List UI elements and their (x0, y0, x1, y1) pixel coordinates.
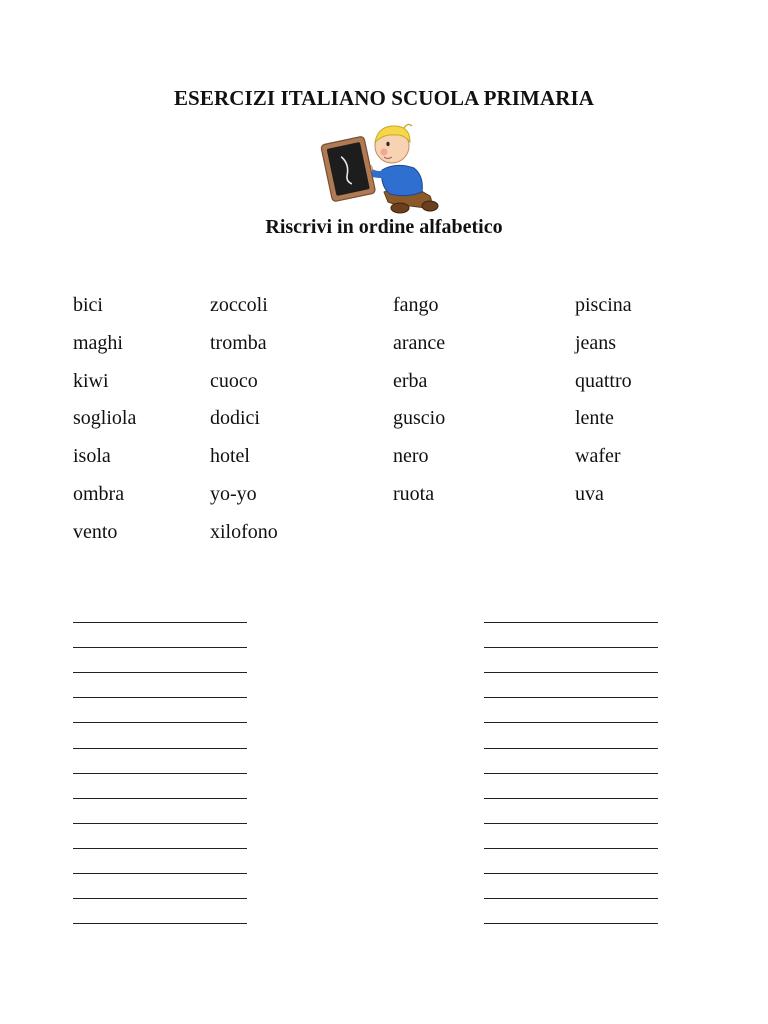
word-column-1 (73, 292, 136, 557)
answer-line[interactable] (73, 899, 247, 924)
answer-line[interactable] (484, 824, 658, 849)
answer-line[interactable] (73, 723, 247, 748)
answer-line[interactable] (73, 774, 247, 799)
word-item: zoccoli (210, 294, 268, 316)
word-item: lente (575, 407, 614, 430)
word-item: vento (73, 520, 118, 543)
word-item: dodici (210, 407, 260, 430)
answer-line[interactable] (484, 774, 658, 799)
answer-line[interactable] (484, 849, 658, 874)
answer-line[interactable] (73, 648, 247, 673)
answer-line[interactable] (484, 723, 658, 748)
word-item: cuoco (210, 369, 258, 392)
answer-line[interactable] (73, 849, 247, 874)
answer-line[interactable] (484, 799, 658, 824)
word-item: erba (393, 369, 428, 392)
word-item: arance (393, 331, 446, 354)
answer-line[interactable] (73, 749, 247, 774)
answer-line[interactable] (484, 623, 658, 648)
answer-line[interactable] (484, 648, 658, 673)
answer-line[interactable] (484, 598, 658, 623)
word-item: guscio (393, 407, 446, 430)
word-item: wafer (575, 445, 621, 468)
answer-lines-right (484, 598, 658, 924)
word-item: tromba (210, 331, 267, 354)
word-column-4 (575, 292, 632, 519)
answer-line[interactable] (484, 673, 658, 698)
answer-line[interactable] (73, 874, 247, 899)
answer-line[interactable] (484, 698, 658, 723)
answer-line[interactable] (73, 623, 247, 648)
instruction-heading: Riscrivi in ordine alfabetico (265, 216, 503, 238)
answer-line[interactable] (484, 899, 658, 924)
word-item: bici (73, 294, 103, 316)
answer-line[interactable] (73, 698, 247, 723)
word-item: fango (393, 294, 439, 316)
word-item: jeans (575, 331, 617, 354)
word-item: nero (393, 445, 429, 468)
word-item: hotel (210, 445, 250, 468)
word-item: kiwi (73, 369, 109, 392)
word-item: isola (73, 445, 111, 468)
answer-line[interactable] (484, 874, 658, 899)
word-item: yo-yo (210, 482, 257, 505)
word-item: ombra (73, 482, 125, 505)
answer-line[interactable] (73, 598, 247, 623)
answer-lines-left (73, 598, 247, 924)
word-item: ruota (393, 482, 435, 505)
word-column-3 (393, 292, 445, 519)
word-item: xilofono (210, 520, 278, 543)
answer-line[interactable] (73, 824, 247, 849)
word-item: uva (575, 482, 604, 505)
answer-line[interactable] (73, 673, 247, 698)
word-column-2 (210, 292, 278, 557)
child-with-chalkboard-icon (318, 122, 444, 218)
word-item: maghi (73, 331, 123, 354)
answer-line[interactable] (484, 749, 658, 774)
word-item: quattro (575, 369, 632, 392)
page-title: ESERCIZI ITALIANO SCUOLA PRIMARIA (173, 86, 595, 110)
word-item: sogliola (73, 407, 137, 430)
word-item: piscina (575, 294, 632, 316)
answer-line[interactable] (73, 799, 247, 824)
